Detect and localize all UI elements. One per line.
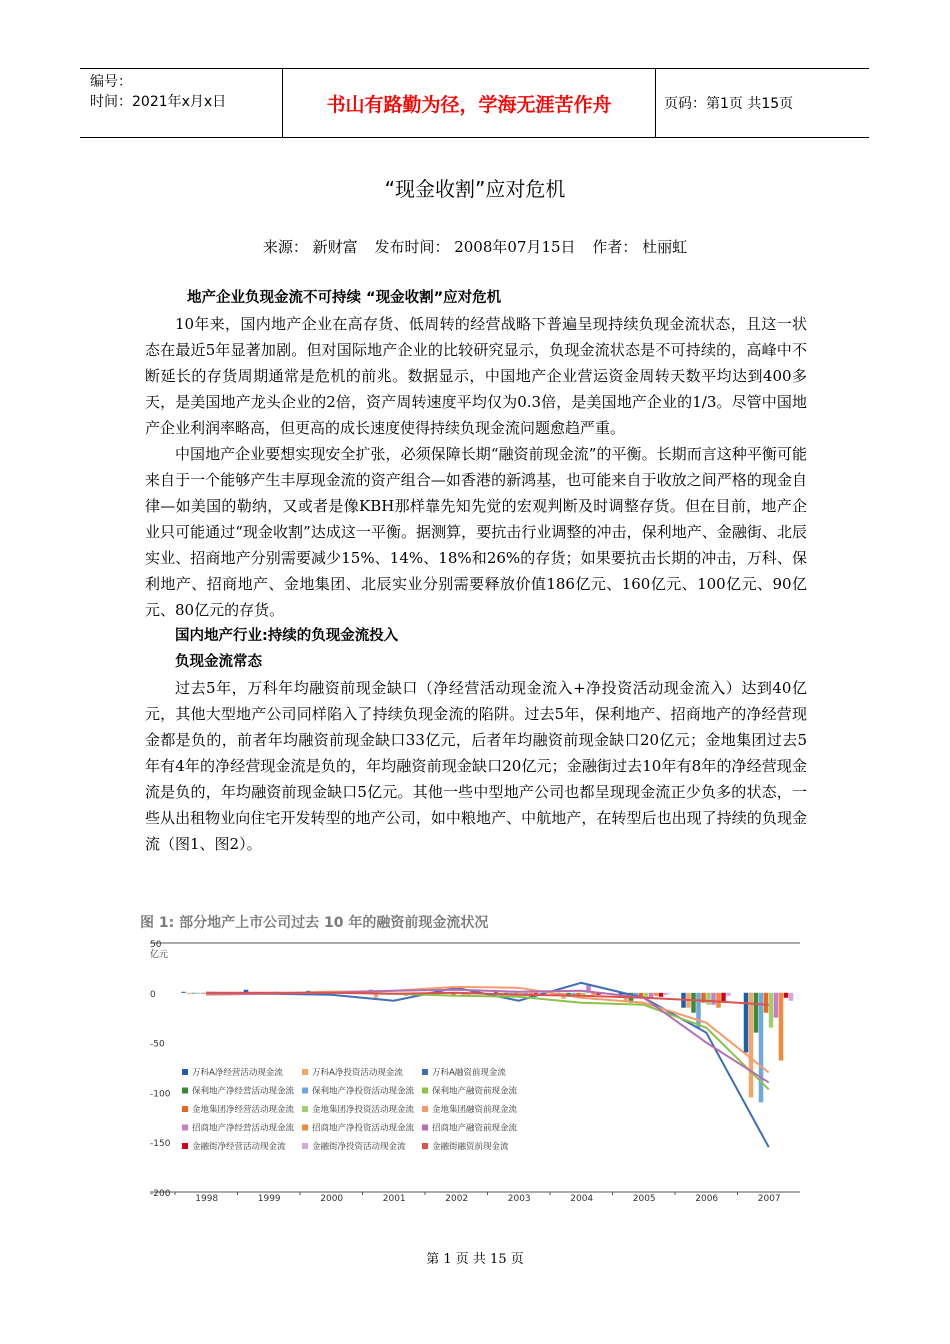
x-tick-label: 2004 [570,1194,594,1204]
legend-label: 万科A融资前现金流 [432,1068,506,1078]
legend-label: 金地集团融资前现金流 [432,1105,518,1115]
bar [769,993,774,1028]
legend-swatch [302,1088,308,1094]
paragraph: 10年来，国内地产企业在高存货、低周转的经营战略下普遍呈现持续负现金流状态，且这一状态在最近5年显著加剧。但对国际地产企业的比较研究显示，负现金流状态是不可持续的，高峰中不断延长的存货周期通常是危机的前兆。数据显示，中国地产企业营运资金周转天数平均达到400多天，是美国地产龙头企业的2倍，资产周转速度平均仅为0.3倍，是美国地产企业的1/3。尽管中国地产企业利润率略高，但更高的成长速度使得持续负现金流问题愈趋严重。 [145,315,807,437]
legend-swatch [182,1069,188,1075]
bar [696,993,701,1028]
x-tick-label: 2002 [445,1194,469,1204]
bar [779,993,784,1061]
x-tick-label: 2000 [320,1194,344,1204]
y-tick-label: -50 [150,1039,165,1050]
bar [759,993,764,1103]
paragraph: 过去5年，万科年均融资前现金缺口（净经营活动现金流入+净投资活动现金流入）达到40亿元，其他大型地产公司同样陷入了持续负现金流的陷阱。过去5年，保利地产、招商地产的净经营现金都是负的，前者年均融资前现金缺口33亿元，后者年均融资前现金缺口20亿元；金地集团过去5年有4年的净经营现金流是负的，年均融资前现金缺口20亿元；金融街过去10年有8年的净经营现金流是负的，年均融资前现金缺口5亿元。其他一些中型地产公司也都呈现现金流正少负多的状态，一些从出租物业向住宅开发转型的地产公司，如中粮地产、中航地产，在转型后也出现了持续的负现金流（图1、图2）。 [145,679,807,853]
header-left [80,69,283,137]
header-motto: 书山有路勤为径，学海无涯苦作舟 [283,69,656,137]
bar [726,993,731,996]
bar [664,993,669,995]
bar [749,993,754,1098]
legend-label: 万科A净经营活动现金流 [192,1068,283,1078]
cashflow-chart [140,905,810,1205]
bar [186,993,191,994]
paragraph: 中国地产企业要想实现安全扩张，必须保障长期“融资前现金流”的平衡。长期而言这种平衡可能来自于一个能够产生丰厚现金流的资产组合—如香港的新鸿基，也可能来自于收放之间严格的现金自律—如美国的勒纳，又或者是像KBH那样靠先知先觉的宏观判断及时调整存货。但在目前，地产企业只可能通过“现金收割”达成这一平衡。据测算，要抗击行业调整的冲击，保利地产、金融街、北辰实业、招商地产分别需要减少15%、14%、18%和26%的存货；如果要抗击长期的冲击，万科、保利地产、招商地产、金地集团、北辰实业分别需要释放价值186亿元、160亿元、100亿元、90亿元、80亿元的存货。 [145,445,807,619]
article-title: “现金收割”应对危机 [384,177,566,201]
article-date: 发布时间： 2008年07月15日 [374,238,576,256]
bar [716,993,721,1008]
legend-swatch [302,1143,308,1149]
bar [754,993,759,1033]
legend-swatch [182,1125,188,1131]
legend-label: 金融街净投资活动现金流 [312,1142,406,1152]
legend-swatch [302,1125,308,1131]
y-tick-label: -100 [150,1089,171,1100]
legend-swatch [302,1069,308,1075]
bar [654,993,659,996]
subsection-heading: 负现金流常态 [175,654,262,670]
article-source: 来源： 新财富 [262,238,358,256]
chart-title: 图 1: 部分地产上市公司过去 10 年的融资前现金流状况 [140,915,489,931]
x-tick-label: 2007 [757,1194,781,1204]
legend-swatch [182,1106,188,1112]
bar [201,993,206,994]
legend-swatch [422,1106,428,1112]
article-body [145,285,807,857]
legend-swatch [422,1125,428,1131]
legend-label: 金地集团净投资活动现金流 [312,1105,415,1115]
legend-label: 保利地产融资前现金流 [432,1086,518,1097]
bar [691,993,696,1013]
legend-swatch [422,1088,428,1094]
y-tick-label: -200 [150,1189,171,1199]
legend-swatch [422,1069,428,1075]
bar [764,993,769,1013]
x-tick-label: 2006 [695,1194,719,1204]
bar [711,993,716,1005]
bar [789,993,794,1001]
x-tick-label: 2003 [507,1194,531,1204]
legend-label: 万科A净投资活动现金流 [312,1068,403,1078]
y-tick-label: -150 [150,1139,171,1150]
bar [534,993,539,994]
bar [191,993,196,994]
legend-swatch [182,1088,188,1094]
bar [514,993,519,994]
time-label: 时间：2021年x月x日 [90,94,227,110]
y-tick-label: 0 [150,989,156,1000]
legend-label: 保利地产净经营活动现金流 [192,1086,295,1097]
legend-swatch [182,1143,188,1149]
legend-label: 招商地产净经营活动现金流 [192,1123,295,1134]
bar [196,993,201,994]
chart-svg [140,905,810,1205]
number-label: 编号： [90,74,132,90]
legend-swatch [422,1143,428,1149]
bar [774,993,779,1018]
y-axis-label: 亿元 [150,950,169,960]
bar [784,993,789,998]
page-header [80,68,869,138]
article-meta [0,236,950,257]
bar [659,993,664,997]
legend-label: 保利地产净投资活动现金流 [312,1086,415,1097]
section-heading: 地产企业负现金流不可持续 “现金收割”应对危机 [187,290,502,306]
bar [181,992,186,993]
x-tick-label: 2001 [382,1194,406,1204]
y-tick-label: 50 [150,940,162,950]
legend-label: 招商地产融资前现金流 [432,1123,518,1134]
section-heading: 国内地产行业:持续的负现金流投入 [175,628,399,644]
article-author: 作者： 杜丽虹 [592,238,688,256]
legend-swatch [302,1106,308,1112]
bar [706,993,711,1005]
x-tick-label: 1998 [195,1194,219,1204]
bar [744,993,749,1053]
x-tick-label: 1999 [257,1194,281,1204]
legend-label: 金地集团净经营活动现金流 [192,1105,295,1115]
legend-label: 金融街净经营活动现金流 [192,1142,286,1152]
x-tick-label: 2005 [632,1194,656,1204]
header-page-info: 页码：第1页 共15页 [664,96,794,112]
legend-label: 金融街融资前现金流 [432,1142,509,1152]
page-footer: 第 1 页 共 15 页 [426,1252,524,1267]
legend-label: 招商地产净投资活动现金流 [312,1123,415,1134]
